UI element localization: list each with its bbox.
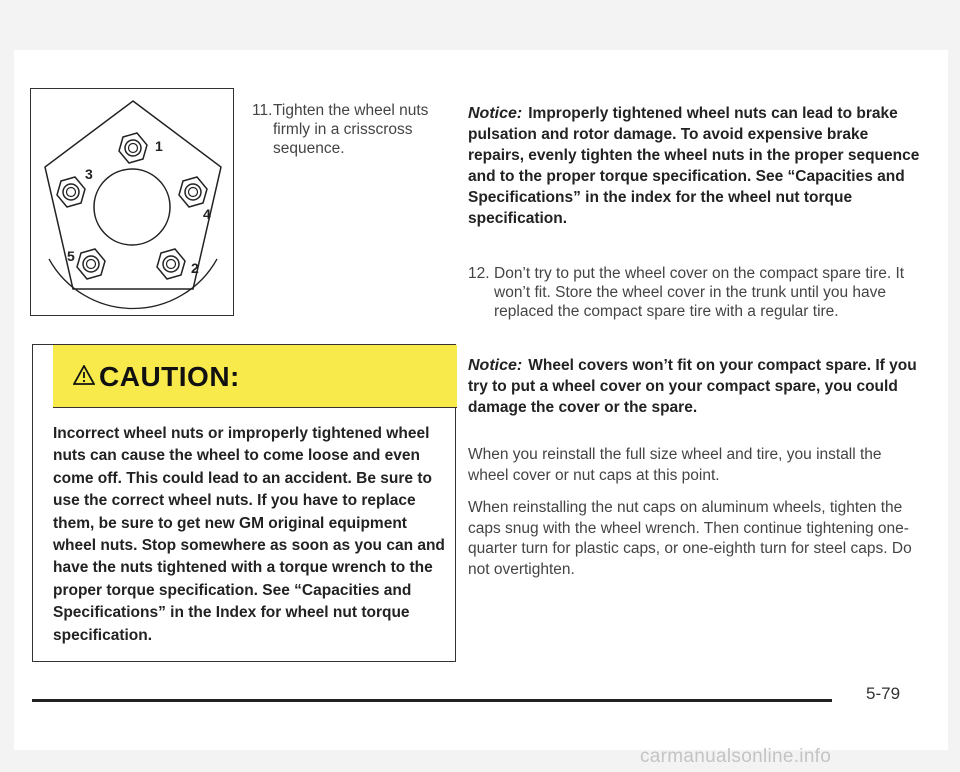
- warning-triangle-icon: [73, 365, 95, 385]
- notice-text: Improperly tightened wheel nuts can lead to brake pulsation and rotor damage. To avoid expensive brake repairs, evenly tighten the wheel nuts in the proper sequence and to the proper torque specification. See “Capacities and Specifications” in the index for the wheel nut torque specification.: [468, 105, 920, 227]
- paragraph-nut-caps: When reinstalling the nut caps on aluminum wheels, tighten the caps snug with the wheel wrench. Then continue tightening one-quarter turn for plastic caps, or one-eighth turn for steel caps. Do not overtighten.: [468, 499, 912, 578]
- nut-label-4: 4: [203, 206, 211, 222]
- nut-label-5: 5: [67, 248, 75, 264]
- caution-box: [32, 344, 456, 662]
- wheel-nut-5-icon: [77, 249, 105, 279]
- wheel-diagram-svg: [31, 89, 235, 317]
- caution-label: CAUTION:: [99, 361, 240, 392]
- wheel-nut-4-icon: [179, 177, 207, 207]
- step-11-text: Tighten the wheel nuts firmly in a crisscross sequence.: [273, 102, 429, 157]
- wheel-nut-2-icon: [157, 249, 185, 279]
- wheel-nut-1-icon: [119, 133, 147, 163]
- notice-label: Notice:: [468, 357, 523, 374]
- nut-label-1: 1: [155, 138, 163, 154]
- caution-header: [53, 345, 457, 408]
- step-12-number: 12.: [468, 265, 490, 282]
- nut-label-2: 2: [191, 260, 199, 276]
- wheel-hub-circle: [94, 169, 170, 245]
- step-12-text: Don’t try to put the wheel cover on the compact spare tire. It won’t fit. Store the wheel cover in the trunk until you have replaced the compact spare tire with a regular tire.: [494, 265, 905, 320]
- footer-rule: [32, 699, 832, 702]
- page-number: 5-79: [866, 684, 901, 703]
- watermark: carmanualsonline.info: [640, 746, 832, 767]
- notice-label: Notice:: [468, 105, 523, 122]
- notice-wheel-nuts: [468, 103, 920, 229]
- step-11-number: 11.: [252, 102, 273, 119]
- wheel-nut-3-icon: [57, 177, 85, 207]
- nut-label-3: 3: [85, 166, 93, 182]
- notice-wheel-covers: [468, 355, 920, 418]
- paragraph-reinstall: When you reinstall the full size wheel and tire, you install the wheel cover or nut caps at this point.: [468, 446, 882, 484]
- caution-text: Incorrect wheel nuts or improperly tightened wheel nuts can cause the wheel to come loose and even come off. This could lead to an accident. Be sure to use the correct wheel nuts. If you have to replace them, be sure to get new GM original equipment wheel nuts. Stop somewhere as soon as you can and have the nuts tightened with a torque wrench to the proper torque specification. See “Capacities and Specifications” in the Index for wheel nut torque specification.: [53, 425, 445, 644]
- notice-text: Wheel covers won’t fit on your compact spare. If you try to put a wheel cover on your compact spare, you could damage the cover or the spare.: [468, 357, 917, 416]
- wheel-nut-sequence-diagram: [30, 88, 234, 316]
